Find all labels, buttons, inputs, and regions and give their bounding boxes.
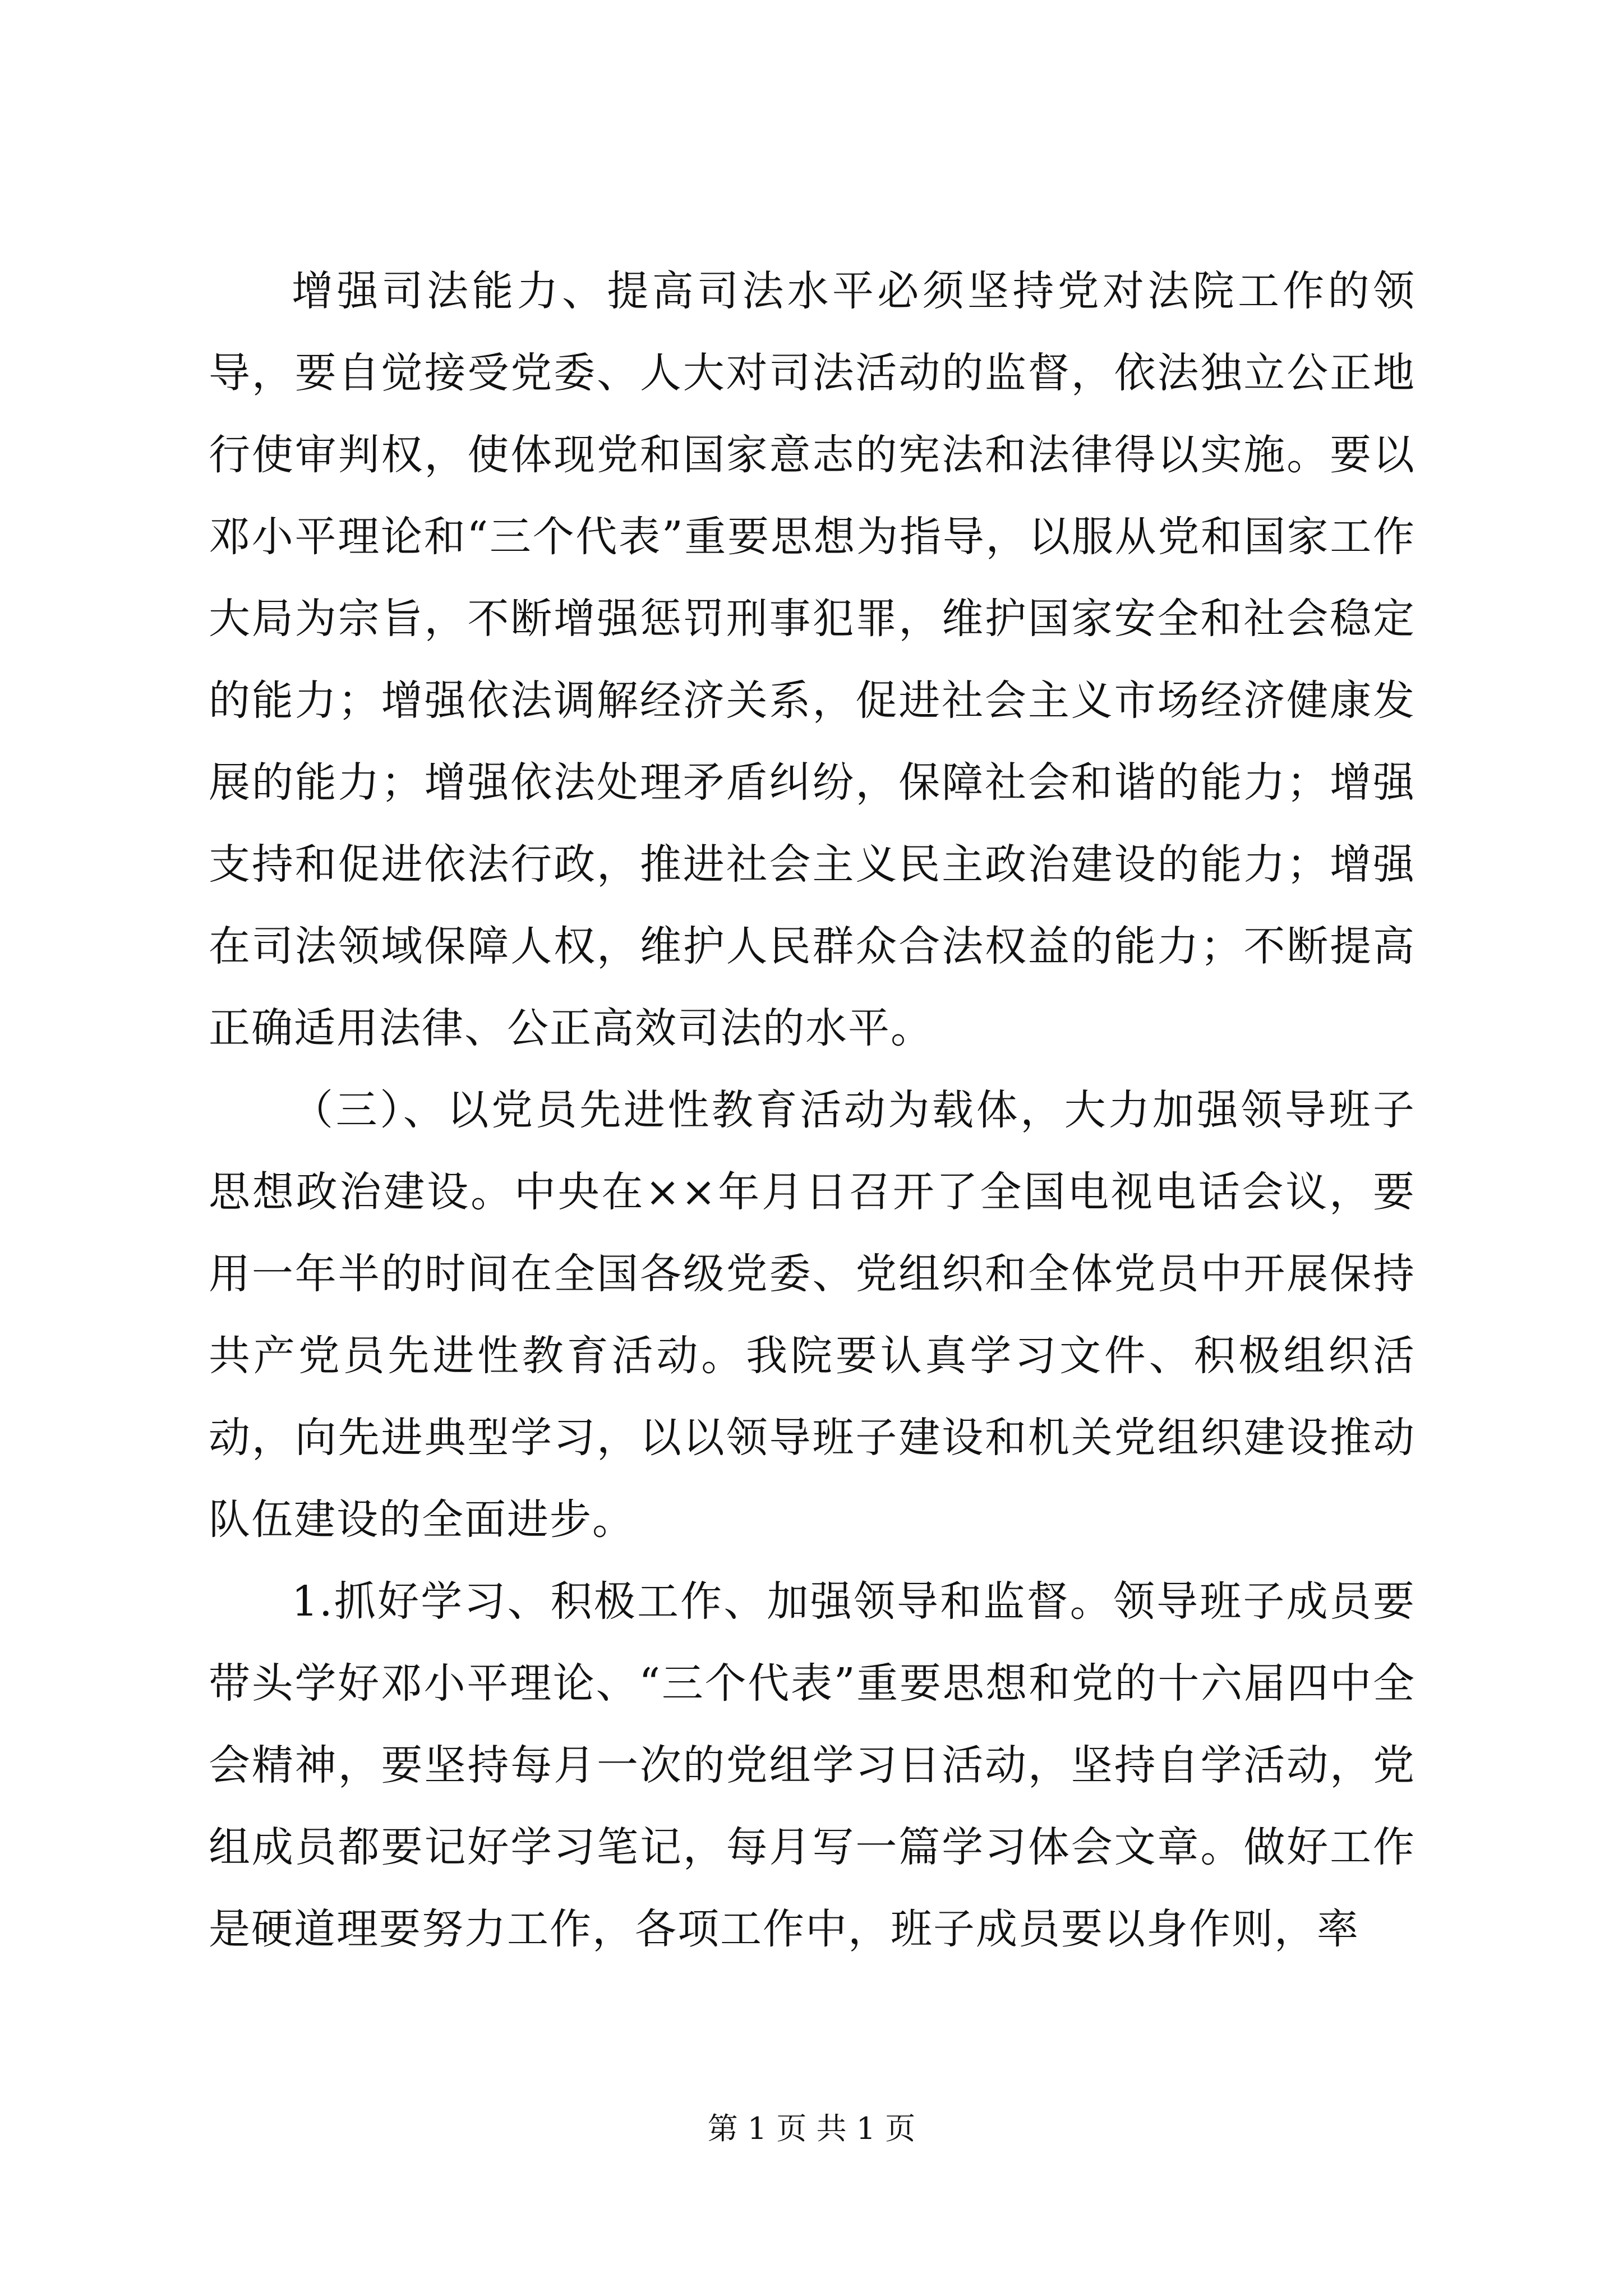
document-body <box>209 250 1415 1970</box>
paragraph-judicial-capacity: 增强司法能力、提高司法水平必须坚持党对法院工作的领导，要自觉接受党委、人大对司法活动的监督，依法独立公正地行使审判权，使体现党和国家意志的宪法和法律得以实施。要以邓小平理论和“三个代表”重要思想为指导，以服从党和国家工作大局为宗旨，不断增强惩罚刑事犯罪，维护国家安全和社会稳定的能力；增强依法调解经济关系，促进社会主义市场经济健康发展的能力；增强依法处理矛盾纠纷，保障社会和谐的能力；增强支持和促进依法行政，推进社会主义民主政治建设的能力；增强在司法领域保障人权，维护人民群众合法权益的能力；不断提高正确适用法律、公正高效司法的水平。 <box>209 267 1415 1052</box>
paragraph-study-and-work: 1.抓好学习、积极工作、加强领导和监督。领导班子成员要带头学好邓小平理论、“三个代表”重要思想和党的十六届四中全会精神，要坚持每月一次的党组学习日活动，坚持自学活动，党组成员都要记好学习笔记，每月写一篇学习体会文章。做好工作是硬道理要努力工作，各项工作中，班子成员要以身作则，率 <box>209 1577 1415 1953</box>
paragraph-party-education: （三）、以党员先进性教育活动为载体，大力加强领导班子思想政治建设。中央在××年月日召开了全国电视电话会议，要用一年半的时间在全国各级党委、党组织和全体党员中开展保持共产党员先进性教育活动。我院要认真学习文件、积极组织活动，向先进典型学习，以以领导班子建设和机关党组织建设推动队伍建设的全面进步。 <box>209 1086 1415 1544</box>
page-number-footer: 第 1 页 共 1 页 <box>707 2111 916 2146</box>
